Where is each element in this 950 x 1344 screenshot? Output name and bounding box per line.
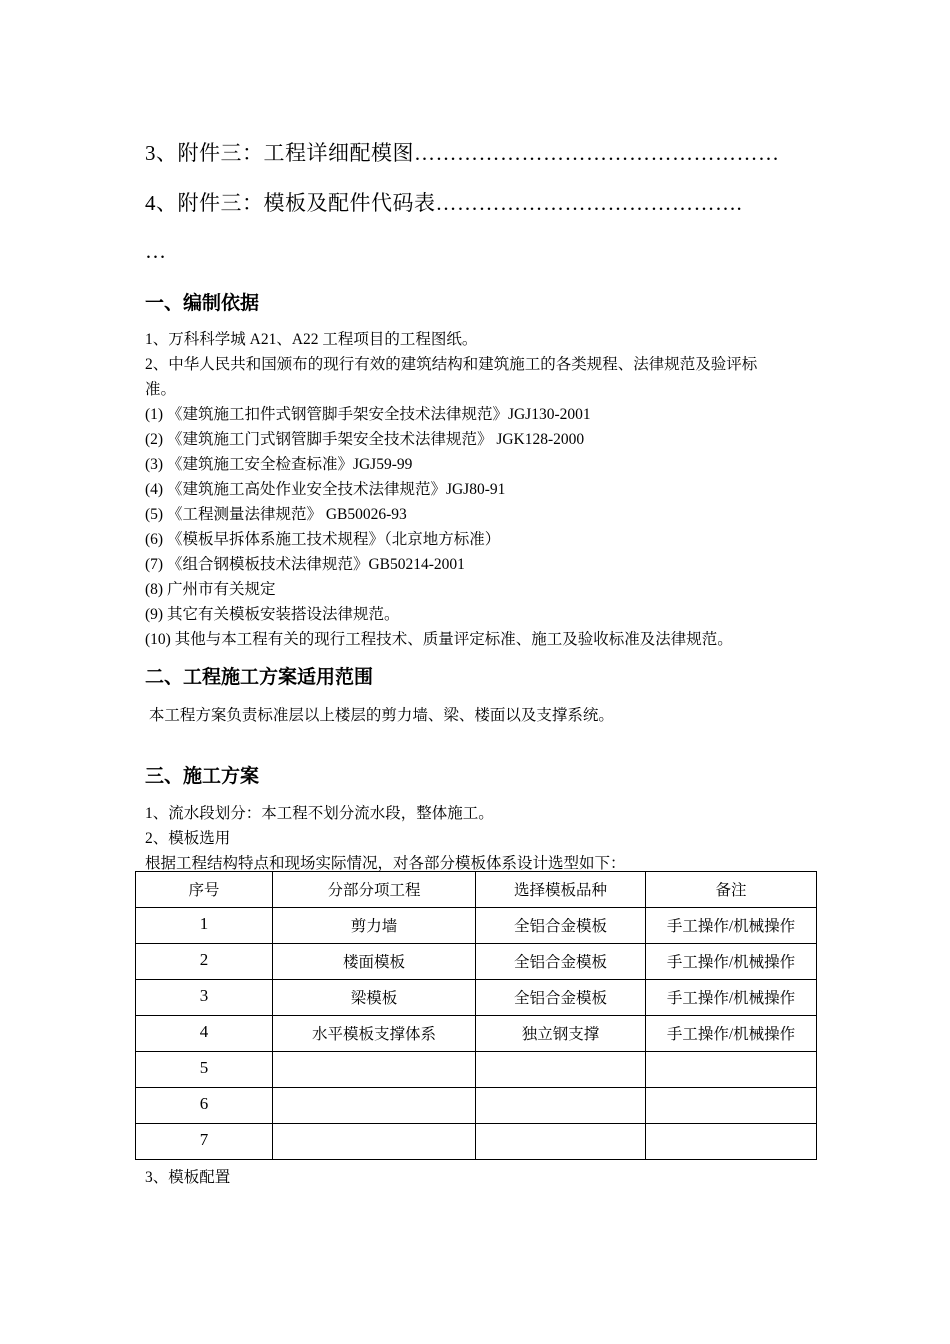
reference-item: (8) 广州市有关规定 [145,581,276,598]
table-cell: 5 [136,1052,273,1088]
table-cell: 全铝合金模板 [476,908,646,944]
paragraph-1-2: 2、中华人民共和国颁布的现行有效的建筑结构和建筑施工的各类规程、法律规范及验评标 [145,356,758,373]
table-cell: 全铝合金模板 [476,980,646,1016]
table-cell: 手工操作/机械操作 [646,944,817,980]
table-row [136,944,817,980]
table-cell: 剪力墙 [273,908,476,944]
table-cell [646,1088,817,1124]
header-cell: 选择模板品种 [476,872,646,908]
section-1-heading: 一、编制依据 [145,292,260,314]
table-cell: 4 [136,1016,273,1052]
reference-item: (4) 《建筑施工高处作业安全技术法律规范》JGJ80-91 [145,481,506,498]
formwork-selection-table [135,871,817,1160]
header-cell: 备注 [646,872,817,908]
table-cell: 手工操作/机械操作 [646,1016,817,1052]
reference-item: (1) 《建筑施工扣件式钢管脚手架安全技术法律规范》JGJ130-2001 [145,406,591,423]
header-cell: 分部分项工程 [273,872,476,908]
table-row [136,1088,817,1124]
table-cell: 梁模板 [273,980,476,1016]
table-cell [273,1088,476,1124]
reference-item: (7) 《组合钢模板技术法律规范》GB50214-2001 [145,556,465,573]
paragraph-3-3: 根据工程结构特点和现场实际情况，对各部分模板体系设计选型如下： [145,855,626,872]
reference-item: (10) 其他与本工程有关的现行工程技术、质量评定标准、施工及验收标准及法律规范。 [145,631,733,648]
reference-item: (3) 《建筑施工安全检查标准》JGJ59-99 [145,456,413,473]
table-row [136,908,817,944]
table-cell [476,1052,646,1088]
table-header-row [136,872,817,908]
table-cell: 全铝合金模板 [476,944,646,980]
toc-item-4-continuation: … [145,239,167,263]
toc-item-4: 4、附件三：模板及配件代码表……………………………………. [145,191,743,215]
toc-item-3: 3、附件三：工程详细配模图…………………………………………… [145,141,780,165]
header-cell: 序号 [136,872,273,908]
reference-item: (2) 《建筑施工门式钢管脚手架安全技术法律规范》 JGK128-2000 [145,431,585,448]
table-cell [646,1052,817,1088]
table-cell: 6 [136,1088,273,1124]
table-row [136,1016,817,1052]
section-3-heading: 三、施工方案 [145,765,260,787]
table-cell: 手工操作/机械操作 [646,908,817,944]
section-2-heading: 二、工程施工方案适用范围 [145,666,374,688]
paragraph-3-2: 2、模板选用 [145,830,231,847]
table-cell: 1 [136,908,273,944]
paragraph-1-1: 1、万科科学城 A21、A22 工程项目的工程图纸。 [145,331,478,348]
table-cell: 2 [136,944,273,980]
table-cell: 3 [136,980,273,1016]
table-cell [273,1052,476,1088]
paragraph-1-2-continued: 准。 [145,381,177,398]
reference-item: (9) 其它有关模板安装搭设法律规范。 [145,606,400,623]
table-cell: 7 [136,1124,273,1160]
reference-item: (6) 《模板早拆体系施工技术规程》（北京地方标准） [145,531,501,548]
table-cell: 手工操作/机械操作 [646,980,817,1016]
table-cell [476,1124,646,1160]
table-row [136,980,817,1016]
paragraph-3-4: 3、模板配置 [145,1169,231,1186]
table-cell [646,1124,817,1160]
table-cell: 楼面模板 [273,944,476,980]
reference-item: (5) 《工程测量法律规范》 GB50026-93 [145,506,407,523]
table-row [136,1052,817,1088]
table-row [136,1124,817,1160]
paragraph-2-1: 本工程方案负责标准层以上楼层的剪力墙、梁、楼面以及支撑系统。 [145,707,614,724]
table-cell [476,1088,646,1124]
table-cell: 水平模板支撑体系 [273,1016,476,1052]
paragraph-3-1: 1、流水段划分：本工程不划分流水段，整体施工。 [145,805,494,822]
table-cell [273,1124,476,1160]
table-cell: 独立钢支撑 [476,1016,646,1052]
